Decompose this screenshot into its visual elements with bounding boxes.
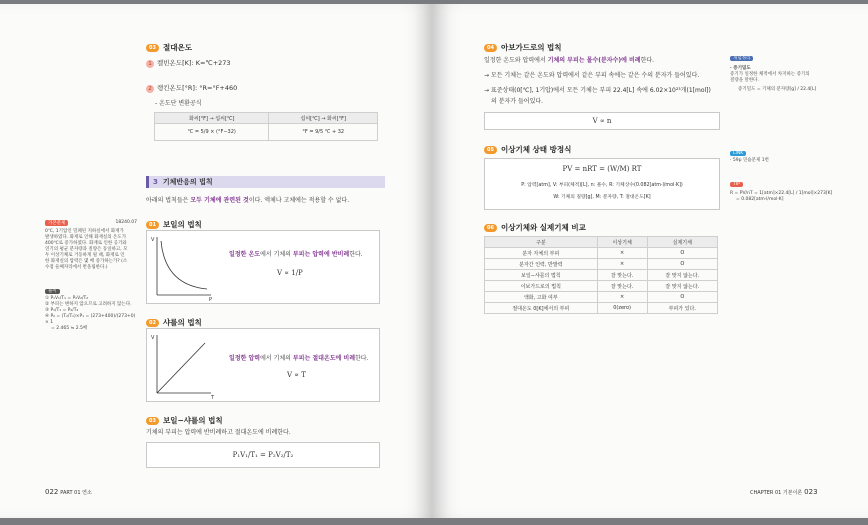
solution-line-1: ② 부피는 변하지 않으므로 고려하지 않는다. (45, 302, 132, 307)
table-header: 실제기체 (647, 237, 717, 248)
charles-graph (149, 331, 219, 399)
boyle-charles-formula: P₁V₁/T₁ = P₂V₂/T₂ (232, 451, 294, 459)
boyle-box (146, 230, 380, 304)
charles-desc-c: 부피는 절대온도에 비례 (292, 355, 356, 362)
left-part-label: PART 01 연소 (60, 490, 92, 496)
table-row (485, 259, 718, 270)
left-page-number: 022 (45, 488, 59, 496)
charles-heading (146, 317, 202, 328)
table-cell: O (647, 292, 717, 303)
sidebar-caption: 기본문제 (45, 220, 68, 226)
avogadro-desc-a: 일정한 온도와 압력에서 (484, 57, 548, 64)
table-cell: O (647, 248, 717, 259)
table-cell: 분자 자체의 부피 (485, 248, 598, 259)
comparison-title: 이상기체와 실제기체 비교 (500, 223, 586, 232)
section-number-badge: 05 (484, 146, 497, 154)
sidebar-text-4: 두 이상기체로 거동하게 될 때, 화재로 인 (45, 253, 125, 258)
rankine-formula: : °R=°F+460 (194, 84, 238, 92)
sidebar-ref: 18240.07 (115, 220, 137, 225)
section-number-badge: 01 (146, 221, 159, 229)
section-3-number: 3 (153, 178, 158, 186)
ideal-gas-title: 이상기체 상태 방정식 (500, 145, 572, 154)
section-number-badge: 06 (484, 224, 497, 232)
left-sidebar (45, 220, 137, 332)
table-cell: 이보가드로의 법칙 (485, 281, 598, 292)
avogadro-title: 아보가드로의 법칙 (500, 43, 562, 52)
avogadro-desc-c: 한다. (640, 57, 655, 64)
avogadro-desc-b: 기체의 부피는 몰수(분자수)에 비례 (547, 57, 641, 64)
kelvin-formula: : K=℃+273 (191, 59, 231, 67)
solution-line-4: = 2.465 ≒ 2.5배 (51, 326, 88, 331)
table-header-row (485, 237, 718, 248)
comparison-table (484, 236, 718, 314)
section-03-heading (146, 42, 192, 53)
table-cell: 잘 맞는다. (597, 281, 647, 292)
charles-formula: V ∝ T (287, 371, 306, 379)
sidebar-text-2: 400℃로 증가하였다. 화재로 인한 공기와 (45, 241, 127, 246)
table-cell: 0(zero) (597, 303, 647, 314)
link-text[interactable]: · 59p 연습문제 1번 (730, 158, 769, 163)
avogadro-bullet-2b: 의 분자가 들어있다. (491, 98, 544, 105)
table-cell: 잘 맞지 않는다. (647, 270, 717, 281)
boyle-desc-a: 일정한 온도 (229, 251, 261, 258)
conv-cell-0: ℃ = 5/9 × (°F−32) (155, 124, 269, 141)
boyle-heading (146, 219, 202, 230)
concept-formula: 증기밀도 = 기체의 분자량[g] / 22.4[L] (738, 87, 817, 92)
table-cell: × (597, 259, 647, 270)
avogadro-description (484, 57, 654, 65)
avogadro-bullet-1: → 모든 기체는 같은 온도와 압력에서 같은 부피 속에는 같은 수의 분자가 들어있다. (484, 72, 700, 79)
intro-post: 이다. 액체나 고체에는 적용할 수 없다. (248, 197, 350, 204)
charles-description (229, 355, 369, 363)
table-header: 이상기체 (597, 237, 647, 248)
charles-line (157, 343, 205, 393)
section-3-intro (146, 197, 349, 205)
conv-header-0: 화씨[°F] → 섭씨[℃] (155, 113, 269, 124)
boyle-desc-b: 에서 기체의 (260, 251, 293, 258)
charles-x-label: T (211, 395, 215, 399)
conversion-table (154, 112, 378, 141)
charles-title: 샤를의 법칙 (162, 318, 202, 327)
ideal-gas-formula: PV = nRT = (W/M) RT (562, 165, 642, 173)
table-row (485, 270, 718, 281)
section-number-badge: 02 (146, 319, 159, 327)
table-cell: 절대온도 0[K]에서의 부피 (485, 303, 598, 314)
boyle-x-label: P (209, 297, 213, 301)
conversion-label: - 온도단 변환공식 (155, 100, 202, 107)
boyle-description (229, 251, 363, 259)
boyle-charles-title: 보일−샤를의 법칙 (162, 416, 223, 425)
right-sidebar (730, 44, 846, 203)
table-cell: 부피가 있다. (647, 303, 717, 314)
right-page (432, 4, 868, 518)
charles-box (146, 328, 380, 402)
sidebar-text-6: 수점 둘째자리에서 반올림한다.) (45, 265, 108, 270)
tip-result: = 0.082[atm·l/mol·K] (736, 197, 784, 202)
intro-pre: 아래의 법칙들은 (146, 197, 191, 204)
concept-caption: 개념정리 (730, 56, 753, 61)
tip-caption: TIP (730, 182, 743, 187)
conv-header-1: 섭씨[℃] → 화씨[°F] (269, 113, 378, 124)
table-row (485, 303, 718, 314)
right-page-number: 023 (804, 488, 818, 496)
charles-y-label: V (151, 335, 155, 341)
comparison-heading (484, 222, 586, 233)
sidebar-text-5: 한 화재실의 압력은 몇 배 증가하는가? (소 (45, 259, 128, 264)
boyle-graph (149, 233, 217, 301)
table-header: 구분 (485, 237, 598, 248)
conv-cell-1: °F = 9/5 ℃ + 32 (269, 124, 378, 141)
avogadro-bullet-2: → 표준상태(0[℃], 1기압)에서 모든 기체는 부피 22.4[L] 속에 6.02×10²³개(1[mol]) (484, 87, 711, 94)
right-chapter-label: CHAPTER 01 기본이론 (750, 490, 803, 496)
left-footer (45, 488, 92, 496)
intro-em: 모두 기체에 관련된 것 (190, 197, 249, 204)
sidebar-text-1: 발생하였다. 화재로 인해 화재실의 온도가 (45, 235, 127, 240)
solution-line-0: ① P₁V₁/T₁ = P₂V₂/T₂ (45, 296, 89, 301)
boyle-charles-box (146, 442, 380, 468)
avogadro-heading (484, 42, 562, 53)
section-number-badge: 03 (146, 44, 159, 52)
charles-desc-d: 한다. (355, 355, 369, 362)
solution-label: 풀이 (45, 289, 60, 294)
boyle-charles-heading (146, 415, 223, 426)
boyle-desc-c: 부피는 압력에 반비례 (292, 251, 350, 258)
right-footer (750, 488, 818, 496)
boyle-curve (161, 241, 207, 289)
kelvin-line (146, 59, 231, 68)
section-3-title: 기체반응의 법칙 (162, 178, 213, 186)
ideal-gas-vars-2: W: 기체의 질량[g], M: 분자량, T: 절대온도[K] (553, 195, 651, 200)
concept-line-1: 증기가 일정한 체적에서 차지하는 증기의 (730, 72, 810, 77)
concept-line-2: 질량을 말한다. (730, 78, 759, 83)
table-cell: × (597, 248, 647, 259)
section-number-badge: 03 (146, 417, 159, 425)
tip-formula: R = PV/nT = 1[atm]×22.4[L] / 1[mol]×273[K] (730, 191, 833, 196)
kelvin-label: 켈빈온도[K] (157, 59, 192, 67)
link-caption: LINK (730, 151, 746, 156)
avogadro-formula: V ∝ n (592, 117, 612, 125)
table-row (485, 292, 718, 303)
table-cell: × (597, 292, 647, 303)
sidebar-text-0: 0℃, 1기압인 밀폐된 지하실에서 화재가 (45, 229, 124, 234)
table-cell: 보일−샤를의 법칙 (485, 270, 598, 281)
avogadro-box (484, 112, 720, 130)
table-row (485, 248, 718, 259)
solution-line-2: ③ P₁/T₁ = P₂/T₂ (45, 308, 79, 313)
concept-title: · 증기밀도 (730, 66, 751, 71)
boyle-y-label: V (151, 237, 155, 243)
rankine-label: 랭킨온도[°R] (157, 84, 195, 92)
table-row (485, 281, 718, 292)
boyle-formula: V ∝ 1/P (277, 269, 303, 277)
table-cell: 분자간 인력, 반발력 (485, 259, 598, 270)
section-3-header (146, 176, 385, 188)
sidebar-text-3: 연기의 평균 분자량과 질량은 동일하고, 모 (45, 247, 128, 252)
table-cell: 액화, 고화 여부 (485, 292, 598, 303)
section-03-title: 절대온도 (162, 43, 192, 52)
boyle-desc-d: 한다. (349, 251, 363, 258)
boyle-charles-description: 기체의 부피는 압력에 반비례하고 절대온도에 비례한다. (146, 429, 291, 436)
ideal-gas-vars-1: P: 압력[atm], V: 부피(체적)[L], n: 몰수, R: 기체상수(0.082[atm·l/mol·K]) (521, 183, 683, 188)
number-2-icon: 2 (146, 85, 154, 93)
boyle-title: 보일의 법칙 (162, 220, 202, 229)
table-cell: O (647, 259, 717, 270)
rankine-line (146, 84, 237, 93)
table-cell: 잘 맞는다. (597, 270, 647, 281)
left-page (0, 4, 432, 518)
ideal-gas-box (484, 158, 720, 210)
ideal-gas-heading (484, 144, 571, 155)
section-number-badge: 04 (484, 44, 497, 52)
table-cell: 잘 맞지 않는다. (647, 281, 717, 292)
charles-desc-a: 일정한 압력 (229, 355, 261, 362)
number-1-icon: 1 (146, 60, 154, 68)
solution-line-3: ④ P₂ = (T₂/T₁)×P₁ = (273+400)/(273+0) × 1 (45, 314, 136, 325)
charles-desc-b: 에서 기체의 (260, 355, 293, 362)
